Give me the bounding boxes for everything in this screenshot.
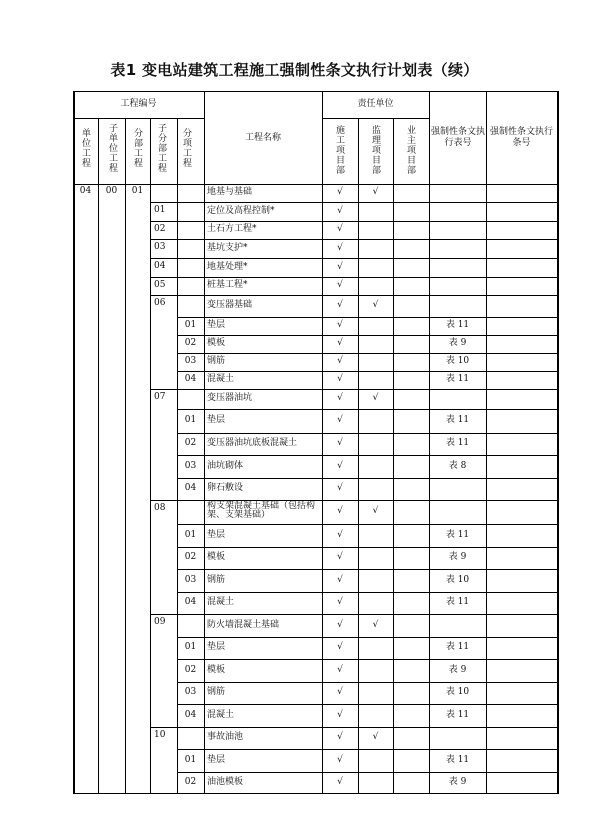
row-exec-table: 表 11 <box>445 642 470 652</box>
construction-check-mark: √ <box>337 460 343 471</box>
row-item-code: 01 <box>184 320 197 330</box>
row-name: 定位及高程控制* <box>207 205 275 216</box>
construction-check-mark: √ <box>337 261 343 272</box>
supervision-check-mark: √ <box>372 506 379 516</box>
row-subdivision-code: 10 <box>154 730 166 740</box>
row-item-code: 04 <box>184 709 197 720</box>
construction-check-mark: √ <box>337 224 343 234</box>
row-exec-table: 表 9 <box>448 664 467 675</box>
construction-check-mark: √ <box>337 642 343 652</box>
header-bottom-border <box>73 184 557 185</box>
row-divider <box>150 202 557 203</box>
grid-vline <box>177 184 178 202</box>
row-exec-table: 表 11 <box>445 597 470 607</box>
execution-plan-table <box>73 91 557 793</box>
row-name: 模板 <box>207 338 226 348</box>
row-exec-table: 表 10 <box>445 687 470 697</box>
grid-vline <box>204 91 205 793</box>
row-divider <box>177 524 557 525</box>
row-divider <box>177 704 557 705</box>
header-code-group: 工程编号 <box>120 99 157 109</box>
row-name: 油坑砌体 <box>207 460 244 471</box>
row-name: 卵石敷设 <box>207 483 244 493</box>
row-name: 变压器油坑 <box>207 393 253 403</box>
grid-vline <box>125 184 126 793</box>
construction-check-mark: √ <box>337 597 343 607</box>
row-name: 钢筋 <box>207 574 226 585</box>
construction-check-mark: √ <box>337 393 343 403</box>
row-subdivision-code: 04 <box>154 261 166 271</box>
row-divider <box>177 371 557 372</box>
row-item-code: 01 <box>184 529 197 540</box>
row-item-code: 02 <box>184 438 197 448</box>
construction-check-mark: √ <box>337 732 343 742</box>
row-subdivision-code: 09 <box>154 617 166 627</box>
construction-check-mark: √ <box>337 574 343 585</box>
row-divider <box>177 547 557 548</box>
row-exec-table: 表 11 <box>445 438 470 448</box>
table-bottom-border <box>73 793 557 794</box>
row-exec-table: 表 9 <box>448 776 467 787</box>
construction-check-mark: √ <box>337 529 343 540</box>
construction-check-mark: √ <box>337 483 343 493</box>
row-item-code: 03 <box>184 687 197 697</box>
row-item-code: 01 <box>184 415 197 425</box>
row-item-code: 04 <box>184 374 197 384</box>
row-name: 变压器基础 <box>207 300 253 310</box>
construction-check-mark: √ <box>337 242 343 253</box>
row-divider <box>177 478 557 479</box>
row-item-code: 01 <box>184 754 197 765</box>
row-name: 基坑支护* <box>207 242 248 253</box>
row-name: 垫层 <box>207 415 226 425</box>
row-divider <box>150 277 557 278</box>
code-subunit: 00 <box>105 186 118 196</box>
row-exec-table: 表 9 <box>448 552 467 562</box>
row-item-code: 03 <box>184 460 197 471</box>
row-name: 变压器油坑底板混凝土 <box>207 438 298 448</box>
row-subdivision-code: 07 <box>154 392 166 402</box>
row-item-code: 02 <box>184 338 197 348</box>
construction-check-mark: √ <box>337 776 343 787</box>
row-item-code: 04 <box>184 597 197 607</box>
row-item-code: 04 <box>184 483 197 493</box>
header-code-divider <box>73 118 204 119</box>
supervision-check-mark: √ <box>372 393 379 403</box>
construction-check-mark: √ <box>337 754 343 765</box>
row-exec-table: 表 9 <box>448 338 467 348</box>
row-exec-table: 表 10 <box>445 574 470 585</box>
construction-check-mark: √ <box>337 187 343 197</box>
grid-vline <box>486 91 487 793</box>
construction-check-mark: √ <box>337 687 343 697</box>
supervision-check-mark: √ <box>372 732 379 742</box>
construction-check-mark: √ <box>337 506 343 516</box>
header-resp-group: 责任单位 <box>357 99 394 109</box>
row-divider <box>150 614 557 615</box>
construction-check-mark: √ <box>337 664 343 675</box>
row-divider <box>177 455 557 456</box>
row-name: 钢筋 <box>207 356 226 366</box>
row-item-code: 03 <box>184 574 197 585</box>
row-divider <box>177 353 557 354</box>
row-subdivision-code: 06 <box>154 298 166 308</box>
row-divider <box>177 592 557 593</box>
row-subdivision-code: 02 <box>154 224 166 234</box>
construction-check-mark: √ <box>337 338 343 348</box>
row-divider <box>177 317 557 318</box>
row-name: 地基处理* <box>207 261 248 272</box>
header-resp-divider <box>322 118 429 119</box>
row-divider <box>150 239 557 240</box>
row-divider <box>177 682 557 683</box>
row-divider <box>177 659 557 660</box>
row-name: 垫层 <box>207 642 226 652</box>
row-name: 垫层 <box>207 754 226 765</box>
header-construction: 施工项目部 <box>335 126 345 176</box>
row-item-code: 03 <box>184 356 197 366</box>
construction-check-mark: √ <box>337 205 343 216</box>
supervision-check-mark: √ <box>372 300 379 310</box>
row-exec-table: 表 10 <box>445 356 470 366</box>
row-exec-table: 表 8 <box>448 460 467 471</box>
row-name: 钢筋 <box>207 687 226 697</box>
table-top-border <box>73 91 557 92</box>
header-owner: 业主项目部 <box>406 126 416 176</box>
grid-vline <box>150 184 151 793</box>
construction-check-mark: √ <box>337 300 343 310</box>
construction-check-mark: √ <box>337 415 343 425</box>
row-name: 混凝土 <box>207 597 235 607</box>
row-exec-table: 表 11 <box>445 709 470 720</box>
row-item-code: 02 <box>184 776 197 787</box>
header-supervision: 监理项目部 <box>371 126 381 176</box>
row-divider <box>177 749 557 750</box>
page-title: 表1 变电站建筑工程施工强制性条文执行计划表（续） <box>110 61 479 79</box>
row-exec-table: 表 11 <box>445 374 470 384</box>
header-subunit: 子单位工程 <box>108 124 118 174</box>
grid-vline <box>125 118 126 184</box>
row-name: 桩基工程* <box>207 280 248 290</box>
row-name: 地基与基础 <box>207 187 253 197</box>
code-unit: 04 <box>79 186 92 196</box>
table-left-border <box>73 91 75 793</box>
row-item-code: 02 <box>184 552 197 562</box>
construction-check-mark: √ <box>337 356 343 366</box>
row-divider <box>177 772 557 773</box>
row-exec-table: 表 11 <box>445 415 470 425</box>
grid-vline <box>98 184 99 793</box>
row-subdivision-code: 08 <box>154 503 166 513</box>
header-item: 分项工程 <box>182 129 192 169</box>
header-exec-table: 强制性条文执行表号 <box>430 127 485 148</box>
row-divider <box>177 637 557 638</box>
row-divider <box>150 727 557 728</box>
row-divider <box>177 409 557 410</box>
row-subdivision-code: 01 <box>154 205 166 215</box>
row-divider <box>177 335 557 336</box>
row-divider <box>150 221 557 222</box>
row-name: 模板 <box>207 552 226 562</box>
row-name: 垫层 <box>207 320 226 330</box>
row-name: 混凝土 <box>207 374 235 384</box>
row-name: 混凝土 <box>207 709 235 720</box>
construction-check-mark: √ <box>337 320 343 330</box>
row-name: 构支架混凝土基础（包括构架、支架基础） <box>207 501 316 520</box>
header-unit: 单位工程 <box>81 129 91 169</box>
grid-vline <box>177 118 178 184</box>
grid-vline <box>150 118 151 184</box>
construction-check-mark: √ <box>337 619 343 630</box>
grid-vline <box>98 118 99 184</box>
row-divider <box>150 295 557 296</box>
table-right-border <box>557 91 559 794</box>
row-divider <box>177 569 557 570</box>
header-exec-clause: 强制性条文执行条号 <box>489 127 553 148</box>
construction-check-mark: √ <box>337 709 343 720</box>
supervision-check-mark: √ <box>372 619 379 630</box>
row-subdivision-code: 05 <box>154 280 166 290</box>
row-name: 垫层 <box>207 529 226 540</box>
code-division: 01 <box>131 186 144 196</box>
construction-check-mark: √ <box>337 438 343 448</box>
row-divider <box>177 433 557 434</box>
row-exec-table: 表 11 <box>445 320 470 330</box>
construction-check-mark: √ <box>337 552 343 562</box>
row-item-code: 01 <box>184 642 197 652</box>
construction-check-mark: √ <box>337 280 343 290</box>
row-item-code: 02 <box>184 664 197 675</box>
row-name: 土石方工程* <box>207 224 257 234</box>
row-divider <box>150 258 557 259</box>
row-name: 防火墙混凝土基础 <box>207 619 280 630</box>
row-divider <box>150 389 557 390</box>
row-name: 模板 <box>207 664 226 675</box>
row-name: 油池模板 <box>207 776 244 787</box>
construction-check-mark: √ <box>337 374 343 384</box>
supervision-check-mark: √ <box>372 187 379 197</box>
header-division: 分部工程 <box>133 129 143 169</box>
header-subdivision: 子分部工程 <box>157 124 167 174</box>
row-subdivision-code: 03 <box>154 242 166 252</box>
header-name: 工程名称 <box>244 133 281 143</box>
row-exec-table: 表 11 <box>445 529 470 540</box>
row-exec-table: 表 11 <box>445 754 470 765</box>
row-name: 事故油池 <box>207 732 244 742</box>
